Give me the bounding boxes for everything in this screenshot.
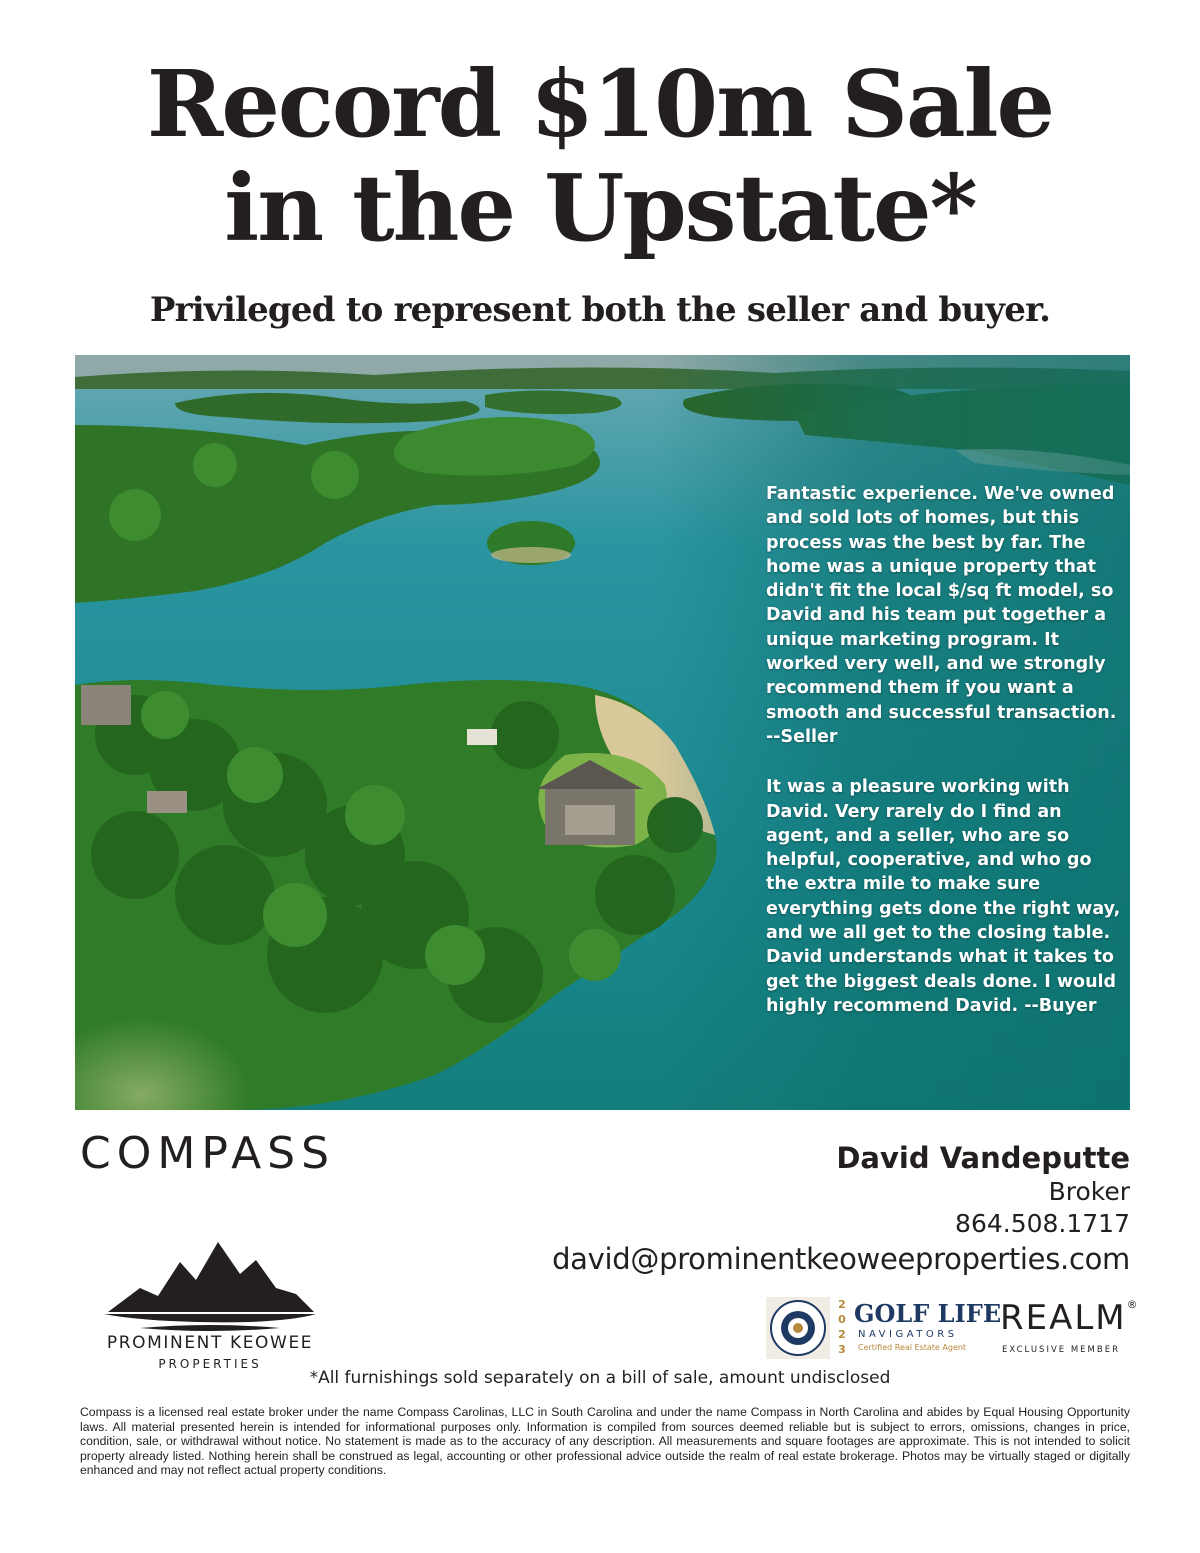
compass-logo: COMPASS [80,1128,336,1179]
testimonials [766,482,1126,1044]
aerial-lake-photo [75,355,1130,1110]
seal-icon [766,1297,830,1359]
realm-logo [1000,1298,1140,1338]
legal-disclaimer: Compass is a licensed real estate broker under the name Compass Carolinas, LLC in South Carolina and under the name Compass in North Carolina and abides by Equal Housing Opportunity laws. All material presented herein is intended for informational purposes only. Information is compiled from sources deemed reliable but is subject to errors, omissions, changes in price, condition, sale, or withdrawal without notice. No statement is made as to the accuracy of any description. All measurements and square footages are approximate. This is not intended to solicit property already listed. Nothing herein shall be construed as legal, accounting or other professional advice outside the realm of real estate brokerage. Photos may be virtually staged or digitally enhanced and may not reflect actual property conditions. [80,1405,1130,1478]
agent-name: David Vandeputte [836,1141,1130,1175]
agent-contact [552,1140,1130,1278]
furnishings-footnote: *All furnishings sold separately on a bill of sale, amount undisclosed [309,1368,891,1388]
headline-line-1: Record $10m Sale [146,50,1054,158]
realm-registered-mark: ® [1126,1298,1140,1311]
seller-testimonial: Fantastic experience. We've owned and sold lots of homes, but this process was the best by far. The home was a unique property that didn't fit the local $/sq ft model, so David and his team put together a unique marketing program. It worked very well, and we strongly recommend them if you want a smooth and successful transaction. --Seller [766,484,1117,747]
agent-email: david@prominentkeoweeproperties.com [552,1242,1130,1276]
headline-line-2: in the Upstate* [224,154,976,262]
subheadline: Privileged to represent both the seller and buyer. [149,290,1051,330]
realm-sub: EXCLUSIVE MEMBER [1002,1345,1120,1355]
agent-title: Broker [1048,1177,1130,1206]
golf-life-year: 2 0 2 3 [838,1298,846,1356]
realm-brand: REALM [1000,1298,1127,1338]
buyer-testimonial: It was a pleasure working with David. Very rarely do I find an agent, and a seller, who are so helpful, cooperative, and who go the extra mile to make sure everything gets done the right way, and we all get to the closing table. David understands what it takes to get the biggest deals done. I would highly recommend David. --Buyer [766,777,1121,1016]
company-subname: PROPERTIES [158,1357,262,1371]
golf-life-sub: NAVIGATORS [858,1329,958,1340]
headline [0,52,1200,260]
company-name: PROMINENT KEOWEE [106,1333,314,1353]
golf-life-brand: GOLF LIFE [854,1299,1002,1328]
agent-phone: 864.508.1717 [955,1209,1130,1238]
golf-life-cert: Certified Real Estate Agent [858,1343,967,1352]
